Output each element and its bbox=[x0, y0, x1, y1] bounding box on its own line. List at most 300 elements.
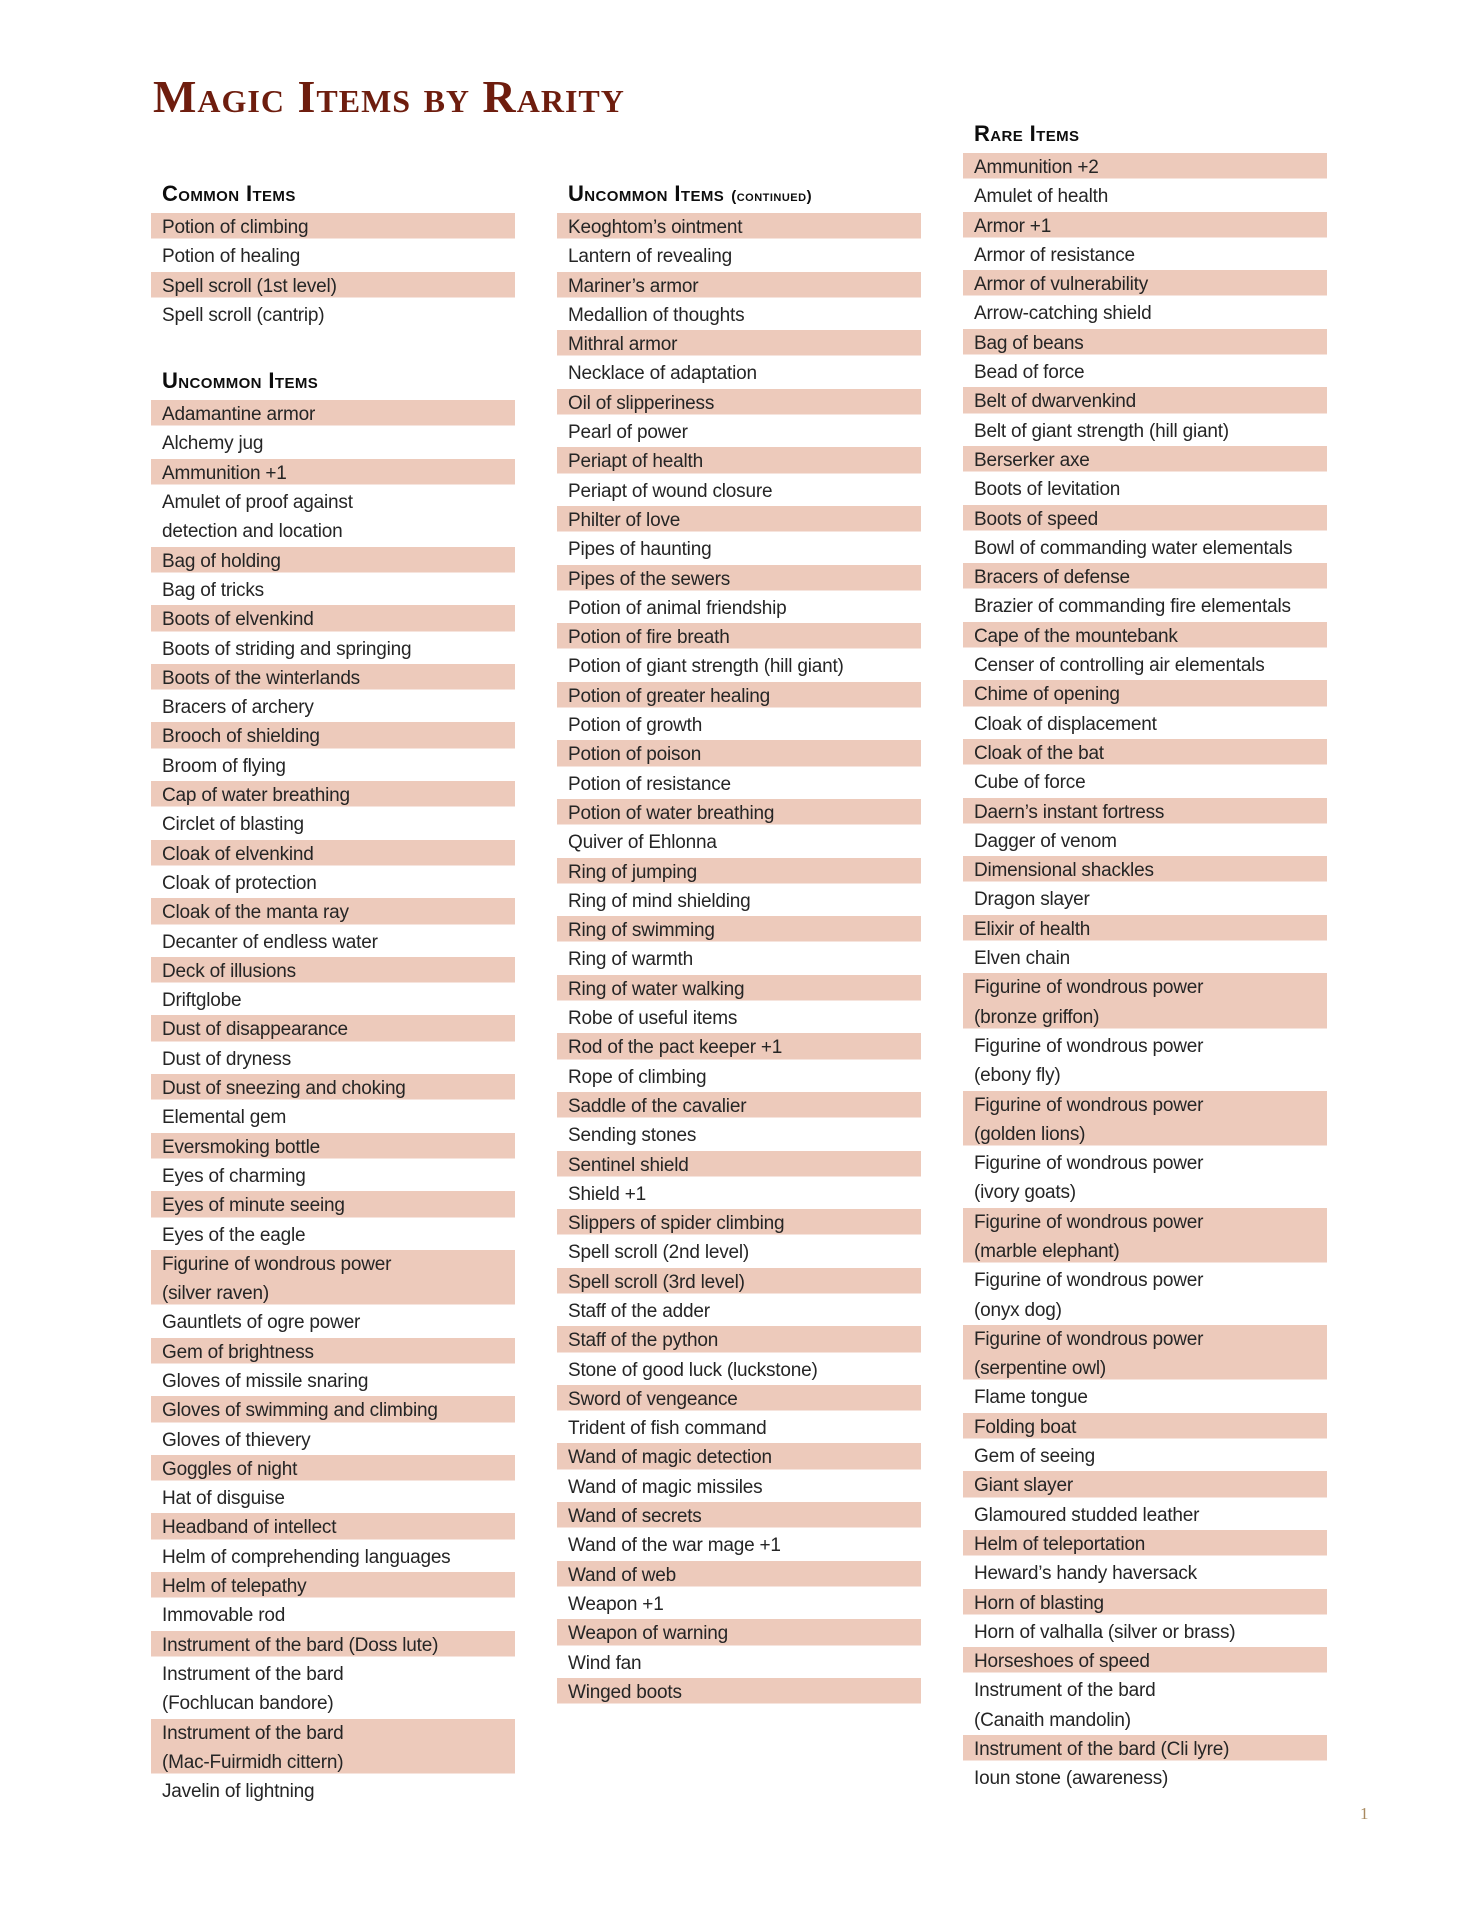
section bbox=[557, 178, 921, 1707]
table-row bbox=[963, 622, 1327, 651]
item-text: Weapon of warning bbox=[568, 1623, 728, 1645]
table-row bbox=[557, 975, 921, 1004]
item-text: Adamantine armor bbox=[162, 404, 316, 426]
item-text: Wand of magic detection bbox=[568, 1447, 772, 1469]
item-text: Gauntlets of ogre power bbox=[162, 1312, 361, 1334]
item-text: Stone of good luck (luckstone) bbox=[568, 1359, 818, 1381]
table-row bbox=[151, 400, 515, 429]
item-text: Gem of brightness bbox=[162, 1341, 314, 1363]
column-middle bbox=[557, 178, 921, 1707]
table-row bbox=[151, 605, 515, 634]
table-row bbox=[151, 1367, 515, 1396]
table-row bbox=[557, 1209, 921, 1238]
table-row bbox=[151, 1396, 515, 1425]
item-text: Periapt of health bbox=[568, 451, 703, 473]
table-row bbox=[151, 1426, 515, 1455]
table-row bbox=[151, 957, 515, 986]
item-text: (Mac-Fuirmidh cittern) bbox=[162, 1751, 344, 1773]
table-row bbox=[151, 1777, 515, 1806]
item-text: Goggles of night bbox=[162, 1458, 298, 1480]
table-row bbox=[557, 594, 921, 623]
table-row bbox=[963, 1559, 1327, 1588]
item-text: Figurine of wondrous power bbox=[974, 1328, 1204, 1350]
table-row bbox=[557, 1033, 921, 1062]
table-row bbox=[557, 477, 921, 506]
table-row bbox=[151, 547, 515, 576]
table-row bbox=[963, 1442, 1327, 1471]
item-text: (golden lions) bbox=[974, 1123, 1086, 1145]
item-text: Belt of giant strength (hill giant) bbox=[974, 420, 1229, 442]
table-row bbox=[963, 329, 1327, 358]
table-row bbox=[151, 1221, 515, 1250]
item-text: (silver raven) bbox=[162, 1283, 269, 1305]
item-text: Potion of fire breath bbox=[568, 627, 730, 649]
item-text: Bag of beans bbox=[974, 332, 1084, 354]
table-row bbox=[151, 488, 515, 547]
item-text: Gloves of thievery bbox=[162, 1429, 311, 1451]
item-text: Eversmoking bottle bbox=[162, 1136, 320, 1158]
table-row bbox=[151, 1484, 515, 1513]
table-row bbox=[963, 944, 1327, 973]
table-row bbox=[557, 1502, 921, 1531]
item-text: Brooch of shielding bbox=[162, 726, 320, 748]
table-row bbox=[963, 1530, 1327, 1559]
item-text: Spell scroll (cantrip) bbox=[162, 304, 325, 326]
table-row bbox=[557, 1590, 921, 1619]
item-text: Saddle of the cavalier bbox=[568, 1095, 747, 1117]
item-text: Horn of valhalla (silver or brass) bbox=[974, 1621, 1236, 1643]
section-heading-suffix: (continued) bbox=[731, 188, 813, 205]
table-row bbox=[151, 1601, 515, 1630]
table-row bbox=[557, 1180, 921, 1209]
item-text: Horseshoes of speed bbox=[974, 1651, 1150, 1673]
table-row bbox=[151, 242, 515, 271]
item-text: Potion of resistance bbox=[568, 773, 731, 795]
item-text: (ivory goats) bbox=[974, 1182, 1076, 1204]
item-text: Horn of blasting bbox=[974, 1592, 1104, 1614]
table-row bbox=[557, 740, 921, 769]
item-text: Rope of climbing bbox=[568, 1066, 707, 1088]
table-row bbox=[557, 711, 921, 740]
table-row bbox=[151, 869, 515, 898]
table-row bbox=[963, 212, 1327, 241]
item-text: Medallion of thoughts bbox=[568, 304, 745, 326]
table-row bbox=[151, 781, 515, 810]
item-text: Robe of useful items bbox=[568, 1008, 738, 1030]
item-text: (ebony fly) bbox=[974, 1065, 1061, 1087]
item-text: (onyx dog) bbox=[974, 1299, 1062, 1321]
item-text: Berserker axe bbox=[974, 449, 1090, 471]
column-left bbox=[151, 178, 515, 1806]
table-row bbox=[557, 1443, 921, 1472]
item-text: Ammunition +2 bbox=[974, 157, 1099, 178]
item-text: Helm of teleportation bbox=[974, 1533, 1146, 1555]
table-row bbox=[557, 447, 921, 476]
item-text: Ring of water walking bbox=[568, 978, 745, 1000]
item-text: Helm of telepathy bbox=[162, 1576, 307, 1598]
section-heading-text: Uncommon Items bbox=[568, 181, 725, 206]
item-text: Spell scroll (1st level) bbox=[162, 275, 337, 297]
item-text: Alchemy jug bbox=[162, 433, 264, 455]
item-text: Wand of the war mage +1 bbox=[568, 1535, 781, 1557]
table-row bbox=[151, 840, 515, 869]
item-text: Figurine of wondrous power bbox=[974, 1094, 1204, 1116]
table-row bbox=[151, 693, 515, 722]
item-text: detection and location bbox=[162, 521, 343, 543]
item-text: Pipes of haunting bbox=[568, 539, 712, 561]
table-row bbox=[557, 242, 921, 271]
item-text: Boots of striding and springing bbox=[162, 638, 412, 660]
item-text: Quiver of Ehlonna bbox=[568, 832, 717, 854]
table-row bbox=[963, 798, 1327, 827]
table-row bbox=[963, 680, 1327, 709]
table-row bbox=[963, 856, 1327, 885]
table-row bbox=[557, 1385, 921, 1414]
table-row bbox=[963, 1735, 1327, 1764]
item-text: Pearl of power bbox=[568, 422, 688, 444]
item-text: Armor +1 bbox=[974, 215, 1052, 237]
item-text: Dust of disappearance bbox=[162, 1019, 348, 1041]
item-text: Figurine of wondrous power bbox=[162, 1253, 392, 1275]
table-row bbox=[557, 916, 921, 945]
item-text: Cloak of the manta ray bbox=[162, 902, 349, 924]
table-row bbox=[557, 1356, 921, 1385]
table-row bbox=[151, 1513, 515, 1542]
table-row bbox=[151, 1660, 515, 1719]
table-row bbox=[557, 1238, 921, 1267]
table-row bbox=[963, 358, 1327, 387]
table-row bbox=[557, 1326, 921, 1355]
table-row bbox=[963, 270, 1327, 299]
table-row bbox=[151, 1191, 515, 1220]
table-row bbox=[557, 418, 921, 447]
item-text: Boots of the winterlands bbox=[162, 667, 360, 689]
table-row bbox=[151, 986, 515, 1015]
item-text: Staff of the python bbox=[568, 1330, 719, 1352]
item-text: Boots of speed bbox=[974, 508, 1098, 530]
item-text: Spell scroll (3rd level) bbox=[568, 1271, 745, 1293]
item-text: Flame tongue bbox=[974, 1387, 1088, 1409]
item-text: Armor of vulnerability bbox=[974, 274, 1149, 296]
table-row bbox=[557, 1678, 921, 1707]
item-text: Dagger of venom bbox=[974, 830, 1117, 852]
table-row bbox=[963, 1589, 1327, 1618]
item-text: Philter of love bbox=[568, 509, 681, 531]
table-row bbox=[557, 799, 921, 828]
item-text: Chime of opening bbox=[974, 684, 1120, 706]
item-text: Potion of growth bbox=[568, 715, 703, 737]
table-row bbox=[963, 710, 1327, 739]
item-text: Driftglobe bbox=[162, 990, 242, 1012]
item-text: (Canaith mandolin) bbox=[974, 1709, 1131, 1731]
table-row bbox=[151, 810, 515, 839]
item-text: Ring of swimming bbox=[568, 920, 715, 942]
item-text: Instrument of the bard (Cli lyre) bbox=[974, 1739, 1230, 1761]
table-row bbox=[963, 1413, 1327, 1442]
item-text: Dragon slayer bbox=[974, 889, 1090, 911]
section-heading-text: Uncommon Items bbox=[162, 368, 319, 394]
table-row bbox=[151, 664, 515, 693]
table-row bbox=[557, 359, 921, 388]
item-text: Wind fan bbox=[568, 1652, 642, 1674]
item-text: Ioun stone (awareness) bbox=[974, 1768, 1169, 1790]
table-row bbox=[151, 1074, 515, 1103]
item-text: Figurine of wondrous power bbox=[974, 1153, 1204, 1175]
item-text: Keoghtom’s ointment bbox=[568, 217, 743, 238]
page-title: Magic Items by Rarity bbox=[153, 71, 625, 122]
table-row bbox=[963, 651, 1327, 680]
section bbox=[151, 178, 515, 330]
table-row bbox=[557, 1151, 921, 1180]
table-row bbox=[963, 182, 1327, 211]
item-text: Mithral armor bbox=[568, 334, 678, 356]
item-text: Wand of secrets bbox=[568, 1506, 702, 1528]
item-text: Potion of giant strength (hill giant) bbox=[568, 656, 844, 678]
table-row bbox=[557, 1297, 921, 1326]
table-row bbox=[963, 592, 1327, 621]
table-row bbox=[557, 506, 921, 535]
item-text: (serpentine owl) bbox=[974, 1358, 1106, 1380]
table-row bbox=[557, 858, 921, 887]
item-text: Periapt of wound closure bbox=[568, 480, 773, 502]
item-text: Giant slayer bbox=[974, 1475, 1073, 1497]
item-text: Bead of force bbox=[974, 362, 1085, 384]
table-row bbox=[963, 1764, 1327, 1793]
item-text: Figurine of wondrous power bbox=[974, 1211, 1204, 1233]
table-row bbox=[557, 1619, 921, 1648]
table-row bbox=[151, 213, 515, 242]
table-row bbox=[963, 153, 1327, 182]
table-row bbox=[151, 1572, 515, 1601]
table-row bbox=[557, 1531, 921, 1560]
item-text: Circlet of blasting bbox=[162, 814, 304, 836]
table-row bbox=[557, 770, 921, 799]
item-text: Winged boots bbox=[568, 1681, 682, 1703]
item-text: Figurine of wondrous power bbox=[974, 977, 1204, 999]
table-row bbox=[963, 1149, 1327, 1208]
table-row bbox=[557, 535, 921, 564]
item-text: Sending stones bbox=[568, 1125, 697, 1147]
section bbox=[151, 365, 515, 1806]
section-heading bbox=[557, 178, 921, 213]
item-text: Armor of resistance bbox=[974, 244, 1135, 266]
table-row bbox=[151, 429, 515, 458]
item-text: Wand of web bbox=[568, 1564, 676, 1586]
item-text: Dimensional shackles bbox=[974, 860, 1154, 882]
table-row bbox=[151, 1631, 515, 1660]
item-text: Pipes of the sewers bbox=[568, 568, 731, 590]
table-row bbox=[151, 459, 515, 488]
table-row bbox=[963, 475, 1327, 504]
table-row bbox=[963, 299, 1327, 328]
item-text: Bag of holding bbox=[162, 550, 281, 572]
table-row bbox=[557, 565, 921, 594]
table-row bbox=[557, 213, 921, 242]
table-row bbox=[963, 1325, 1327, 1384]
table-row bbox=[963, 1383, 1327, 1412]
table-row bbox=[963, 1208, 1327, 1267]
item-text: Ammunition +1 bbox=[162, 462, 287, 484]
table-row bbox=[151, 898, 515, 927]
item-text: (marble elephant) bbox=[974, 1240, 1120, 1262]
table-row bbox=[557, 389, 921, 418]
item-text: Sentinel shield bbox=[568, 1154, 689, 1176]
item-text: Boots of elvenkind bbox=[162, 609, 314, 631]
table-row bbox=[557, 1004, 921, 1033]
table-row bbox=[151, 722, 515, 751]
item-text: Cloak of the bat bbox=[974, 742, 1104, 764]
table-row bbox=[963, 241, 1327, 270]
table-row bbox=[963, 1032, 1327, 1091]
item-text: Instrument of the bard bbox=[162, 1663, 344, 1685]
table-row bbox=[557, 301, 921, 330]
table-row bbox=[963, 505, 1327, 534]
table-row bbox=[963, 915, 1327, 944]
item-text: Glamoured studded leather bbox=[974, 1504, 1200, 1526]
item-text: Potion of animal friendship bbox=[568, 597, 787, 619]
table-row bbox=[557, 887, 921, 916]
table-row bbox=[151, 1162, 515, 1191]
table-row bbox=[151, 635, 515, 664]
item-text: Oil of slipperiness bbox=[568, 392, 715, 414]
table-row bbox=[151, 1250, 515, 1309]
item-text: Lantern of revealing bbox=[568, 246, 732, 268]
item-text: Cube of force bbox=[974, 772, 1086, 794]
item-text: Elemental gem bbox=[162, 1107, 287, 1129]
item-text: Wand of magic missiles bbox=[568, 1476, 763, 1498]
item-text: Bag of tricks bbox=[162, 579, 264, 601]
item-text: Trident of fish command bbox=[568, 1418, 767, 1440]
item-text: Helm of comprehending languages bbox=[162, 1546, 451, 1568]
table-row bbox=[557, 945, 921, 974]
item-text: Amulet of health bbox=[974, 186, 1109, 208]
table-row bbox=[557, 1121, 921, 1150]
section-heading bbox=[963, 118, 1327, 153]
table-row bbox=[557, 1414, 921, 1443]
item-text: Elixir of health bbox=[974, 918, 1091, 940]
item-text: Boots of levitation bbox=[974, 479, 1121, 501]
table-row bbox=[151, 1455, 515, 1484]
table-row bbox=[151, 1543, 515, 1572]
section-heading-text: Common Items bbox=[162, 181, 296, 206]
item-text: Headband of intellect bbox=[162, 1517, 337, 1539]
item-text: Rod of the pact keeper +1 bbox=[568, 1037, 783, 1059]
item-text: Bracers of defense bbox=[974, 567, 1130, 589]
item-text: Instrument of the bard bbox=[974, 1680, 1156, 1702]
item-text: Gem of seeing bbox=[974, 1446, 1095, 1468]
table-row bbox=[963, 1471, 1327, 1500]
table-row bbox=[963, 387, 1327, 416]
table-row bbox=[557, 623, 921, 652]
item-text: Staff of the adder bbox=[568, 1300, 710, 1322]
item-text: Belt of dwarvenkind bbox=[974, 391, 1137, 413]
item-text: Folding boat bbox=[974, 1416, 1077, 1438]
table-row bbox=[963, 827, 1327, 856]
table-row bbox=[963, 1501, 1327, 1530]
table-row bbox=[963, 973, 1327, 1032]
item-text: Bowl of commanding water elementals bbox=[974, 537, 1293, 559]
table-row bbox=[963, 534, 1327, 563]
section-heading bbox=[151, 365, 515, 400]
table-row bbox=[151, 1133, 515, 1162]
section-heading bbox=[151, 178, 515, 213]
item-text: Sword of vengeance bbox=[568, 1388, 738, 1410]
table-row bbox=[557, 682, 921, 711]
item-text: Spell scroll (2nd level) bbox=[568, 1242, 750, 1264]
item-text: Bracers of archery bbox=[162, 697, 314, 719]
item-text: Weapon +1 bbox=[568, 1593, 664, 1615]
table-row bbox=[151, 1719, 515, 1778]
item-text: Cloak of protection bbox=[162, 872, 317, 894]
table-row bbox=[151, 928, 515, 957]
table-row bbox=[963, 417, 1327, 446]
table-row bbox=[151, 576, 515, 605]
table-row bbox=[557, 1561, 921, 1590]
table-row bbox=[963, 1618, 1327, 1647]
item-text: Dust of sneezing and choking bbox=[162, 1078, 406, 1100]
table-row bbox=[151, 752, 515, 781]
table-row bbox=[557, 1063, 921, 1092]
item-text: Cloak of displacement bbox=[974, 713, 1157, 735]
item-text: Daern’s instant fortress bbox=[974, 801, 1165, 823]
table-row bbox=[151, 1045, 515, 1074]
item-text: Instrument of the bard bbox=[162, 1722, 344, 1744]
page-number: 1 bbox=[1360, 1804, 1369, 1823]
table-row bbox=[557, 1649, 921, 1678]
item-text: Brazier of commanding fire elementals bbox=[974, 596, 1291, 618]
item-text: Arrow-catching shield bbox=[974, 303, 1152, 325]
item-text: Potion of poison bbox=[568, 744, 702, 766]
section bbox=[963, 118, 1327, 1794]
item-text: Dust of dryness bbox=[162, 1048, 291, 1070]
item-text: Cloak of elvenkind bbox=[162, 843, 314, 865]
table-row bbox=[963, 1647, 1327, 1676]
section-heading-text: Rare Items bbox=[974, 121, 1080, 146]
item-text: Javelin of lightning bbox=[162, 1781, 315, 1803]
item-text: Potion of greater healing bbox=[568, 685, 771, 707]
table-row bbox=[963, 768, 1327, 797]
item-text: Gloves of missile snaring bbox=[162, 1370, 369, 1392]
item-text: Broom of flying bbox=[162, 755, 286, 777]
table-row bbox=[963, 1091, 1327, 1150]
table-row bbox=[151, 1015, 515, 1044]
item-text: Slippers of spider climbing bbox=[568, 1213, 785, 1235]
item-text: Instrument of the bard (Doss lute) bbox=[162, 1634, 439, 1656]
item-text: Ring of mind shielding bbox=[568, 890, 751, 912]
item-text: Ring of jumping bbox=[568, 861, 698, 883]
table-row bbox=[151, 272, 515, 301]
item-text: Potion of water breathing bbox=[568, 802, 775, 824]
table-row bbox=[963, 739, 1327, 768]
item-text: Figurine of wondrous power bbox=[974, 1035, 1204, 1057]
table-row bbox=[557, 330, 921, 359]
item-text: Amulet of proof against bbox=[162, 492, 353, 514]
table-row bbox=[557, 652, 921, 681]
item-text: Potion of healing bbox=[162, 246, 301, 268]
item-text: Hat of disguise bbox=[162, 1488, 285, 1510]
item-text: Eyes of the eagle bbox=[162, 1224, 306, 1246]
item-text: Cape of the mountebank bbox=[974, 625, 1178, 647]
table-row bbox=[557, 1092, 921, 1121]
table-row bbox=[963, 1266, 1327, 1325]
table-row bbox=[963, 563, 1327, 592]
table-row bbox=[557, 828, 921, 857]
column-right bbox=[963, 118, 1327, 1794]
table-row bbox=[963, 1676, 1327, 1735]
table-row bbox=[963, 885, 1327, 914]
table-row bbox=[151, 1308, 515, 1337]
item-text: (Fochlucan bandore) bbox=[162, 1693, 334, 1715]
